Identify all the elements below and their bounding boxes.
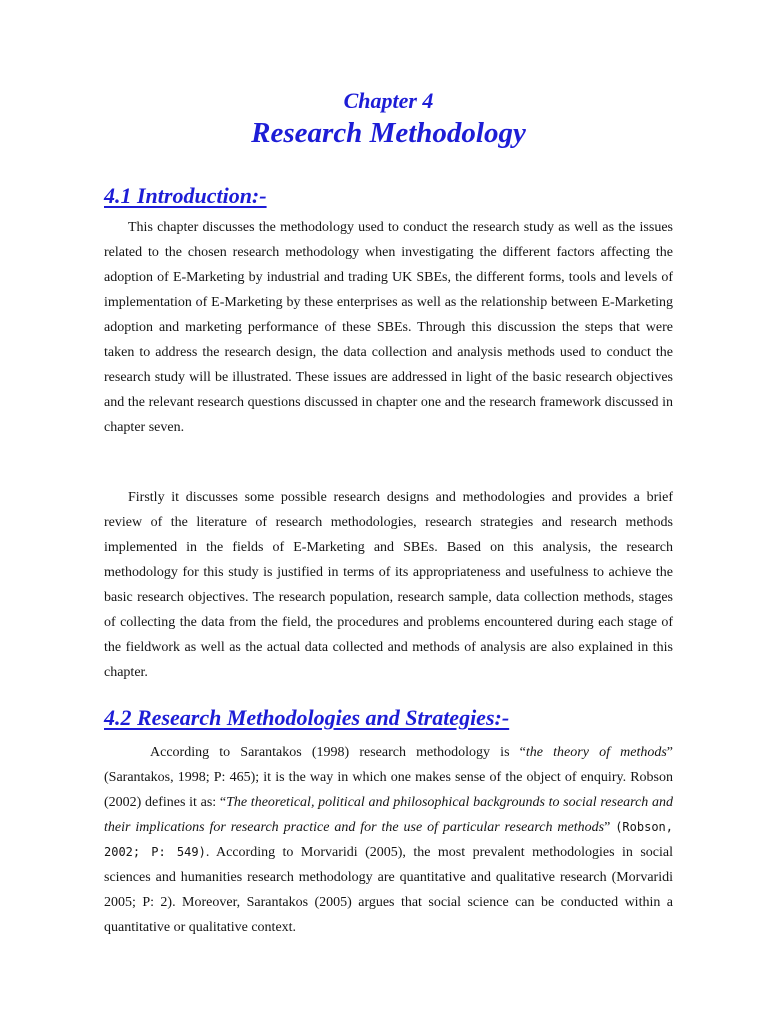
intro-paragraph-2: Firstly it discusses some possible research designs and methodologies and provides a brief review of the literature of research methodologies, research strategies and research methods implemented in the fields of E-Marketing and SBEs. Based on this analysis, the research methodology for this study is justified in terms of its appropriateness and usefulness to achieve the basic research objectives. The research population, research sample, data collection methods, stages of collecting the data from the field, the procedures and problems encountered during each stage of the fieldwork as well as the actual data collected and methods of analysis are also explained in this chapter. xyxy=(104,490,673,680)
methodologies-text-d: . According to Morvaridi (2005), the most prevalent methodologies in social sciences and humanities research methodology are quantitative and qualitative research (Morvaridi 2005; P: 2). Moreover, Sarantakos (2005) argues that social science can be conducted within a quantitative or qualitative context. xyxy=(104,845,673,935)
methodologies-paragraph-1 xyxy=(104,740,673,940)
methodologies-text-c: ” xyxy=(604,820,616,835)
methodologies-quote-theory: the theory of methods xyxy=(525,745,667,760)
methodologies-text-a: According to Sarantakos (1998) research methodology is “ xyxy=(150,745,526,760)
methodologies-quote-robson: The theoretical, political and philosophical backgrounds to social research and their implications for research practice and for the use of particular research methods xyxy=(104,795,673,835)
chapter-title: Research Methodology xyxy=(251,117,526,149)
methodologies-citation-robson: (Robson, 2002; P: 549) xyxy=(104,820,673,859)
methodologies-text-b: ” (Sarantakos, 1998; P: 465); it is the way in which one makes sense of the object of enquiry. Robson (2002) defines it as: “ xyxy=(104,745,673,810)
section-heading-introduction: 4.1 Introduction:- xyxy=(104,183,267,208)
intro-paragraph-1: This chapter discusses the methodology used to conduct the research study as well as the issues related to the chosen research methodology when investigating the different factors affecting the adoption of E-Marketing by industrial and trading UK SBEs, the different forms, tools and levels of implementation of E-Marketing by these enterprises as well as the relationship between E-Marketing adoption and marketing performance of these SBEs. Through this discussion the steps that were taken to address the research design, the data collection and analysis methods used to conduct the research study will be illustrated. These issues are addressed in light of the basic research objectives and the relevant research questions discussed in chapter one and the research framework discussed in chapter seven. xyxy=(104,220,673,435)
chapter-label: Chapter 4 xyxy=(343,88,434,113)
section-heading-methodologies: 4.2 Research Methodologies and Strategies:- xyxy=(104,705,510,730)
